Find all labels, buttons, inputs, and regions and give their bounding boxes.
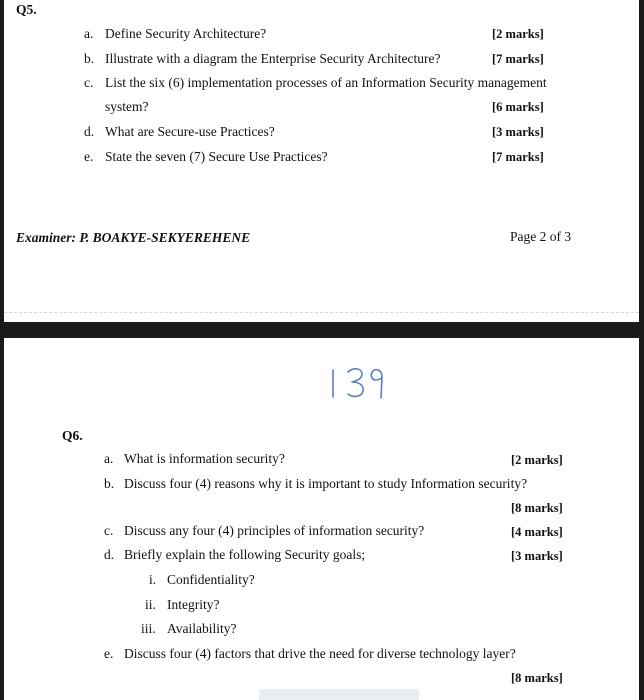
q6-d-marks: [3 marks] bbox=[511, 549, 563, 563]
q6-a-text: What is information security? bbox=[124, 451, 285, 466]
exam-page-top bbox=[4, 0, 639, 322]
q5-e-letter: e. bbox=[84, 149, 94, 164]
page-edge-divider bbox=[4, 312, 639, 313]
q6-e-marks: [8 marks] bbox=[511, 671, 563, 685]
exam-page-bottom bbox=[4, 338, 639, 700]
q6-b-marks: [8 marks] bbox=[511, 501, 563, 515]
q5-c-marks: [6 marks] bbox=[492, 100, 544, 114]
q6-d-i-numeral: i. bbox=[149, 572, 157, 587]
q6-d-iii-numeral: iii. bbox=[141, 621, 156, 636]
q5-c-letter: c. bbox=[84, 75, 94, 90]
svg-text:139: 139 bbox=[326, 395, 328, 396]
q5-c-text: List the six (6) implementation processes of an Information Security management bbox=[105, 75, 547, 90]
q5-label: Q5. bbox=[16, 2, 37, 17]
q6-b-letter: b. bbox=[104, 476, 115, 491]
q6-b-text: Discuss four (4) reasons why it is important to study Information security? bbox=[124, 476, 528, 491]
q5-b-marks: [7 marks] bbox=[492, 52, 544, 66]
page-number: Page 2 of 3 bbox=[510, 229, 572, 244]
q6-d-text: Briefly explain the following Security goals; bbox=[124, 547, 366, 562]
q6-a-marks: [2 marks] bbox=[511, 453, 563, 467]
q6-a-letter: a. bbox=[104, 451, 114, 466]
q6-d-ii-text: Integrity? bbox=[167, 597, 220, 612]
q5-a-letter: a. bbox=[84, 26, 94, 41]
q5-a-text: Define Security Architecture? bbox=[105, 26, 267, 41]
examiner-name: Examiner: P. BOAKYE-SEKYEREHENE bbox=[16, 230, 251, 245]
q5-e-marks: [7 marks] bbox=[492, 150, 544, 164]
q6-c-marks: [4 marks] bbox=[511, 525, 563, 539]
q5-b-letter: b. bbox=[84, 51, 95, 66]
q5-a-marks: [2 marks] bbox=[492, 27, 544, 41]
q5-c-text-continued: system? bbox=[105, 99, 149, 114]
q5-e-text: State the seven (7) Secure Use Practices? bbox=[105, 149, 328, 164]
q5-d-text: What are Secure-use Practices? bbox=[105, 124, 275, 139]
q6-e-text: Discuss four (4) factors that drive the need for diverse technology layer? bbox=[124, 646, 516, 661]
q5-d-letter: d. bbox=[84, 124, 95, 139]
q6-label: Q6. bbox=[62, 428, 83, 443]
handwritten-number bbox=[326, 365, 388, 399]
scan-artifact bbox=[259, 689, 419, 700]
q5-d-marks: [3 marks] bbox=[492, 125, 544, 139]
q6-c-text: Discuss any four (4) principles of information security? bbox=[124, 523, 425, 538]
q6-e-letter: e. bbox=[104, 646, 114, 661]
q6-d-iii-text: Availability? bbox=[167, 621, 237, 636]
q6-d-i-text: Confidentiality? bbox=[167, 572, 255, 587]
q6-d-letter: d. bbox=[104, 547, 115, 562]
q5-b-text: Illustrate with a diagram the Enterprise Security Architecture? bbox=[105, 51, 441, 66]
q6-d-ii-numeral: ii. bbox=[145, 597, 156, 612]
q6-c-letter: c. bbox=[104, 523, 114, 538]
